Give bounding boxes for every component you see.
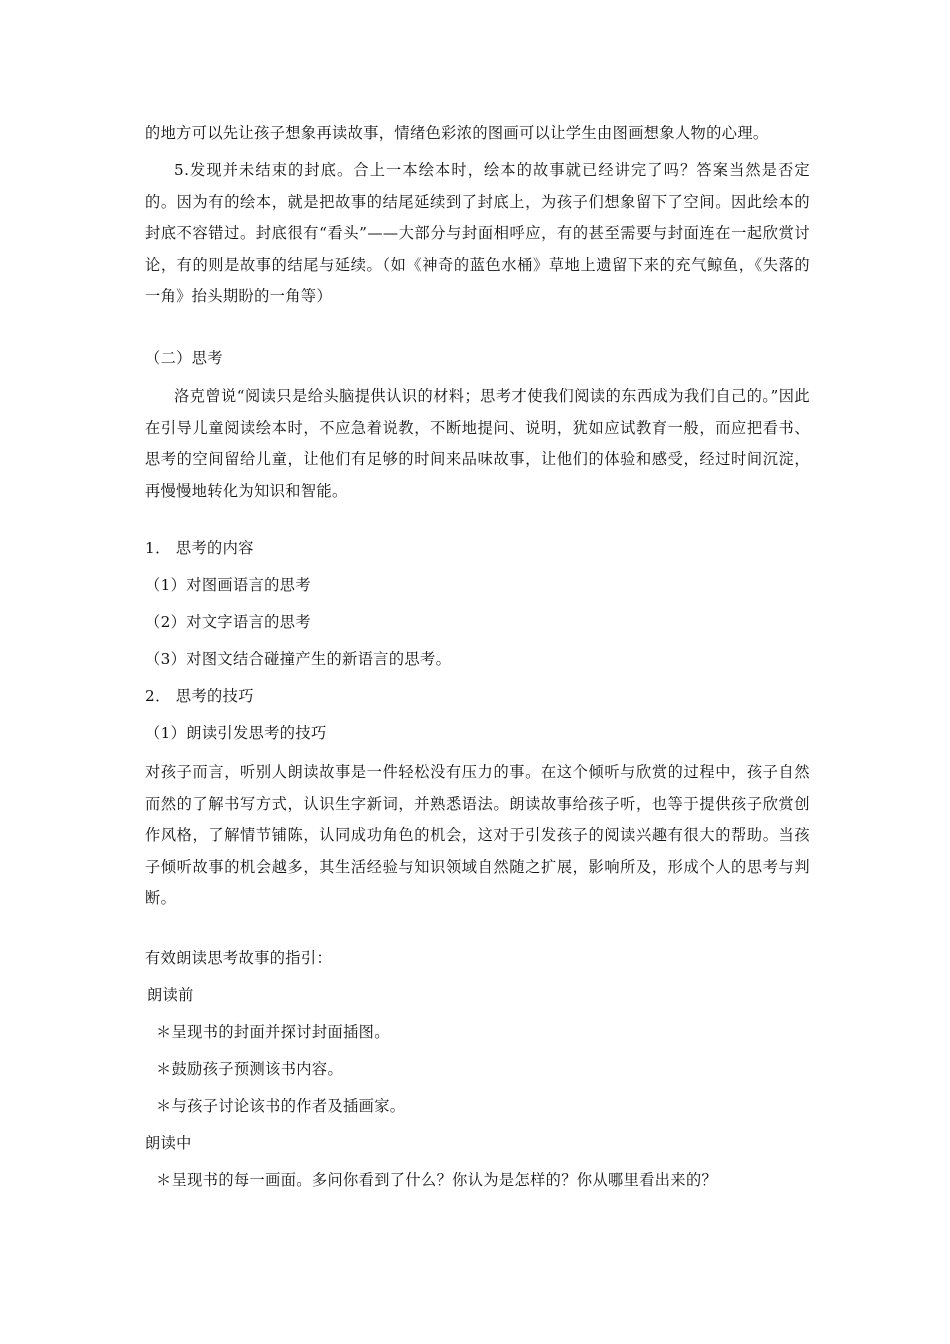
body-text-reading xyxy=(145,757,810,915)
heading-think-block xyxy=(145,340,810,377)
guide-during-item: ＊呈现书的每一画面。多问你看到了什么？你认为是怎样的？你从哪里看出来的？ xyxy=(156,1171,718,1189)
list-item-image-language: （1）对图画语言的思考 xyxy=(145,576,311,594)
list-item-text-language: （2）对文字语言的思考 xyxy=(145,613,311,631)
guide-before-item: ＊鼓励孩子预测该书内容。 xyxy=(156,1060,344,1078)
body-text-locke xyxy=(145,381,810,507)
list-item-reading-skill: （1）朗读引发思考的技巧 xyxy=(145,724,327,742)
body-text xyxy=(145,118,810,150)
subheading-think-content: 1． 思考的内容 xyxy=(145,539,254,557)
paragraph-continued: 的地方可以先让孩子想象再读故事，情绪色彩浓的图画可以让学生由图画想象人物的心理。 xyxy=(145,124,769,142)
guide-before-heading: 朗读前 xyxy=(147,986,194,1004)
guide-before-item: ＊与孩子讨论该书的作者及插画家。 xyxy=(156,1097,406,1115)
body-text-section-5 xyxy=(145,155,810,313)
paragraph-back-cover: 5.发现并未结束的封底。合上一本绘本时，绘本的故事就已经讲完了吗？答案当然是否定的。因为有的绘本，就是把故事的结尾延续到了封底上，为孩子们想象留下了空间。因此绘本的封底不容错过。封底很有“看头”——大部分与封面相呼应，有的甚至需要与封面连在一起欣赏讨论，有的则是故事的结尾与延续。（如《神奇的蓝色水桶》草地上遗留下来的充气鲸鱼，《失落的一角》抬头期盼的一角等） xyxy=(145,161,810,305)
paragraph-reading-aloud: 对孩子而言，听别人朗读故事是一件轻松没有压力的事。在这个倾听与欣赏的过程中，孩子自然而然的了解书写方式，认识生字新词，并熟悉语法。朗读故事给孩子听，也等于提供孩子欣赏创作风格，了解情节铺陈，认同成功角色的机会，这对于引发孩子的阅读兴趣有很大的帮助。当孩子倾听故事的机会越多，其生活经验与知识领域自然随之扩展，影响所及，形成个人的思考与判断。 xyxy=(145,763,810,907)
paragraph-locke-quote: 洛克曾说“阅读只是给头脑提供认识的材料；思考才使我们阅读的东西成为我们自己的。”因此在引导儿童阅读绘本时，不应急着说教，不断地提问、说明，犹如应试教育一般，而应把看书、思考的空间留给儿童，让他们有足够的时间来品味故事，让他们的体验和感受，经过时间沉淀，再慢慢地转化为知识和智能。 xyxy=(145,387,810,500)
section-heading-think: （二）思考 xyxy=(145,349,223,367)
subheading-think-skill: 2． 思考的技巧 xyxy=(145,687,254,705)
guide-block xyxy=(145,940,810,1199)
list-item-combined-language: （3）对图文结合碰撞产生的新语言的思考。 xyxy=(145,650,452,668)
guide-before-item: ＊呈现书的封面并探讨封面插图。 xyxy=(156,1023,390,1041)
guide-during-heading: 朗读中 xyxy=(145,1134,192,1152)
think-list-block xyxy=(145,530,810,752)
guide-title: 有效朗读思考故事的指引： xyxy=(145,949,333,967)
